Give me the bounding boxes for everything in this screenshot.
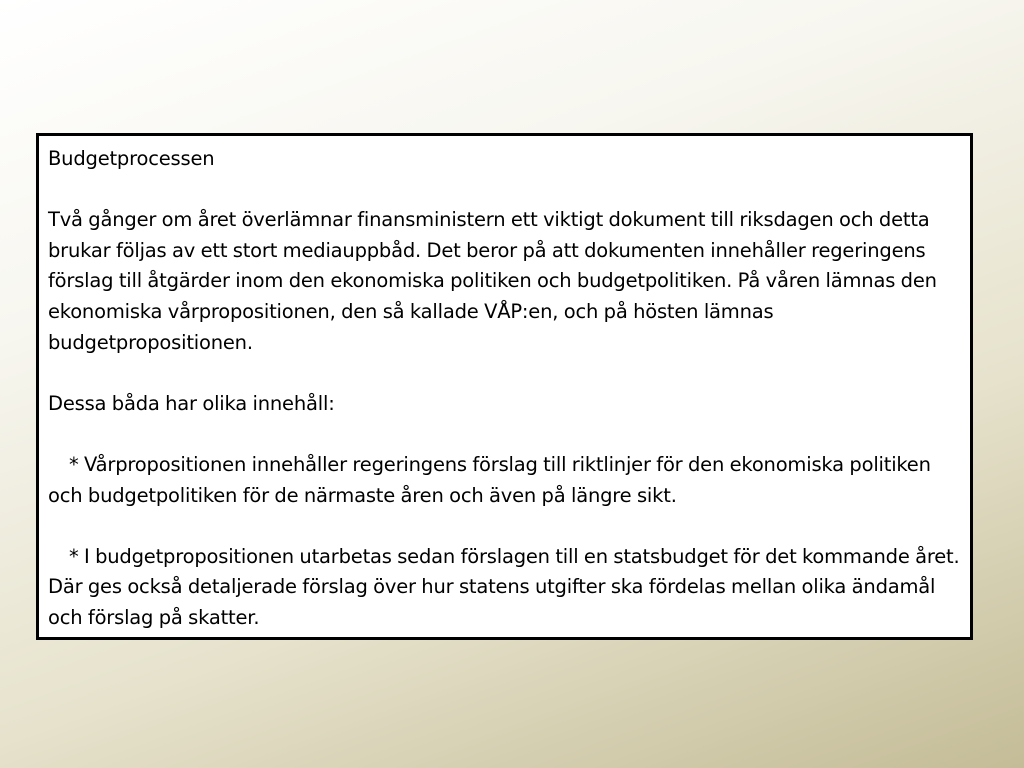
bullet-item	[48, 450, 961, 511]
bullet-item	[48, 542, 965, 634]
spacer	[48, 175, 961, 206]
spacer	[48, 511, 961, 542]
heading: Budgetprocessen	[48, 147, 215, 170]
paragraph-contents: Dessa båda har olika innehåll:	[48, 391, 335, 415]
bullet-text: * I budgetpropositionen utarbetas sedan förslagen till en statsbudget för det kommande året. Där ges också detaljerade förslag över hur statens utgifter ska fördelas mellan olika ändamål och förslag på skatter.	[48, 544, 965, 629]
paragraph-intro: Två gånger om året överlämnar finansministern ett viktigt dokument till riksdagen och detta brukar följas av ett stort mediauppbåd. Det beror på att dokumenten innehåller regeringens förslag till åtgärder inom den ekonomiska politiken och budgetpolitiken. På våren lämnas den ekonomiska vårpropositionen, den så kallade VÅP:en, och på hösten lämnas budgetpropositionen.	[48, 208, 943, 354]
spacer	[48, 358, 961, 389]
bullet-text: * Vårpropositionen innehåller regeringens förslag till riktlinjer för den ekonomiska politiken och budgetpolitiken för de närmaste åren och även på längre sikt.	[48, 452, 937, 507]
spacer	[48, 419, 961, 450]
text-box	[36, 133, 973, 640]
